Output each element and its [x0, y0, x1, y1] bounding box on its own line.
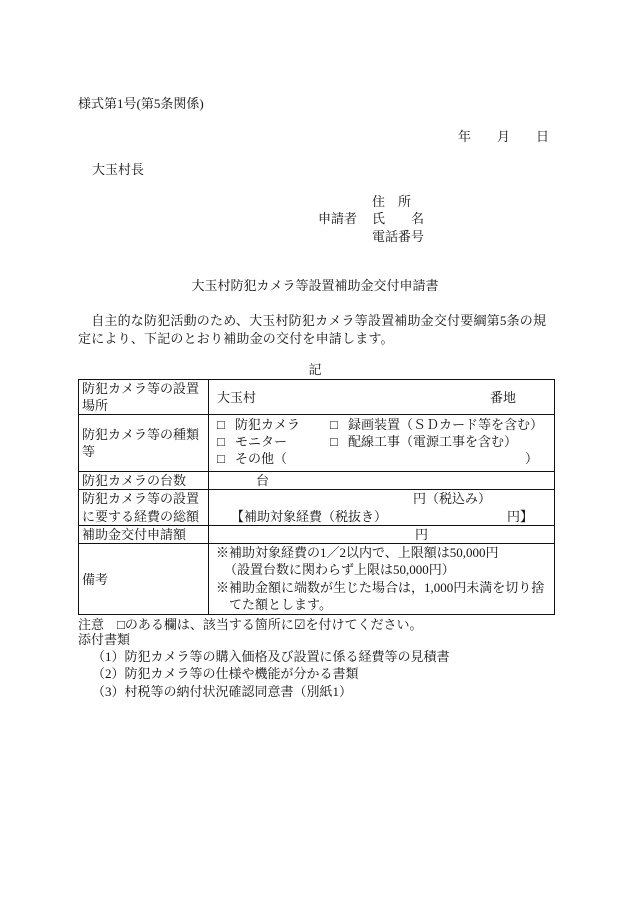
cost-label-line-1: 防犯カメラ等の設置 [82, 490, 200, 506]
location-value-cell [209, 380, 554, 414]
row-remarks [79, 544, 554, 614]
option-other-label: その他（ [235, 451, 288, 466]
types-value-cell [209, 415, 554, 471]
count-unit: 台 [256, 473, 270, 488]
row-request [79, 526, 554, 544]
remarks-line-2: （設置台数に関わらず上限は50,000円） [224, 562, 455, 577]
ki-label: 記 [308, 362, 322, 377]
cost-value-cell [209, 490, 554, 525]
attachment-item-2: （2）防犯カメラ等の仕様や機能が分かる書類 [92, 666, 359, 681]
cost-label-line-2: に要する経費の総額 [82, 508, 200, 524]
types-label-line-1: 防犯カメラ等の種類 [82, 427, 200, 442]
body-line-2: 定により、下記のとおり補助金の交付を申請します。 [78, 331, 394, 346]
checkbox-wiring: □ [330, 434, 338, 449]
remarks-line-3: ※補助金額に端数が生じた場合は，1,000円未満を切り捨 [216, 579, 545, 595]
applicant-phone-label: 電話番号 [372, 229, 425, 244]
banchi-label: 番地 [490, 389, 517, 405]
attachments-heading: 添付書類 [78, 632, 131, 647]
attachment-item-3: （3）村税等の納付状況確認同意書（別紙1） [92, 684, 353, 699]
addressee: 大玉村長 [92, 162, 145, 177]
cost-subsidy-open: 【補助対象経費（税抜き） [231, 509, 388, 524]
count-label: 防犯カメラの台数 [82, 473, 187, 488]
option-other-close: ） [525, 451, 539, 466]
option-monitor-label: モニター [235, 434, 288, 449]
checkbox-monitor: □ [217, 434, 225, 449]
remarks-value-cell [209, 544, 554, 614]
location-label-line-1: 防犯カメラ等の設置 [82, 381, 200, 396]
request-unit: 円 [415, 527, 429, 542]
option-recorder-label: 録画装置（ＳＤカード等を含む） [348, 417, 544, 432]
form-number: 様式第1号(第5条関係) [78, 96, 204, 111]
types-label-line-2: 等 [82, 444, 96, 459]
count-label-cell [79, 472, 209, 489]
applicant-name-label: 氏 名 [372, 211, 425, 226]
request-label-cell [79, 526, 209, 543]
cost-tax-included: 円（税込み） [413, 491, 492, 506]
village-name: 大玉村 [217, 389, 257, 405]
remarks-label: 備考 [82, 571, 109, 587]
date-line: 年 月 日 [458, 129, 550, 144]
row-cost [79, 490, 554, 526]
application-table [78, 379, 555, 615]
request-label: 補助金交付申請額 [82, 527, 187, 542]
body-line-1: 自主的な防犯活動のため、大玉村防犯カメラ等設置補助金交付要綱第5条の規 [78, 313, 547, 328]
document-title: 大玉村防犯カメラ等設置補助金交付申請書 [191, 278, 439, 293]
checkbox-camera: □ [217, 417, 225, 432]
remarks-label-cell [79, 544, 209, 614]
row-types [79, 415, 554, 472]
request-value-cell [209, 526, 554, 543]
checkbox-other: □ [217, 451, 225, 466]
row-location [79, 380, 554, 415]
types-label-cell [79, 415, 209, 471]
count-value-cell [209, 472, 554, 489]
cost-label-cell [79, 490, 209, 525]
option-wiring-label: 配線工事（電源工事を含む） [348, 434, 518, 449]
applicant-role-label: 申請者 [318, 211, 358, 226]
remarks-line-4: てた額とします。 [229, 597, 332, 612]
row-count [79, 472, 554, 490]
option-camera-label: 防犯カメラ [235, 417, 301, 432]
applicant-address-label: 住 所 [372, 194, 412, 209]
attachment-item-1: （1）防犯カメラ等の購入価格及び設置に係る経費等の見積書 [92, 649, 450, 664]
location-label-cell [79, 380, 209, 414]
location-label-line-2: 場所 [82, 398, 109, 413]
note-text: 注意 □のある欄は、該当する箇所に☑を付けてください。 [78, 617, 423, 632]
remarks-line-1: ※補助対象経費の1／2以内で、上限額は50,000円 [216, 545, 499, 560]
cost-subsidy-close: 円】 [507, 509, 534, 524]
checkbox-recorder: □ [330, 417, 338, 432]
